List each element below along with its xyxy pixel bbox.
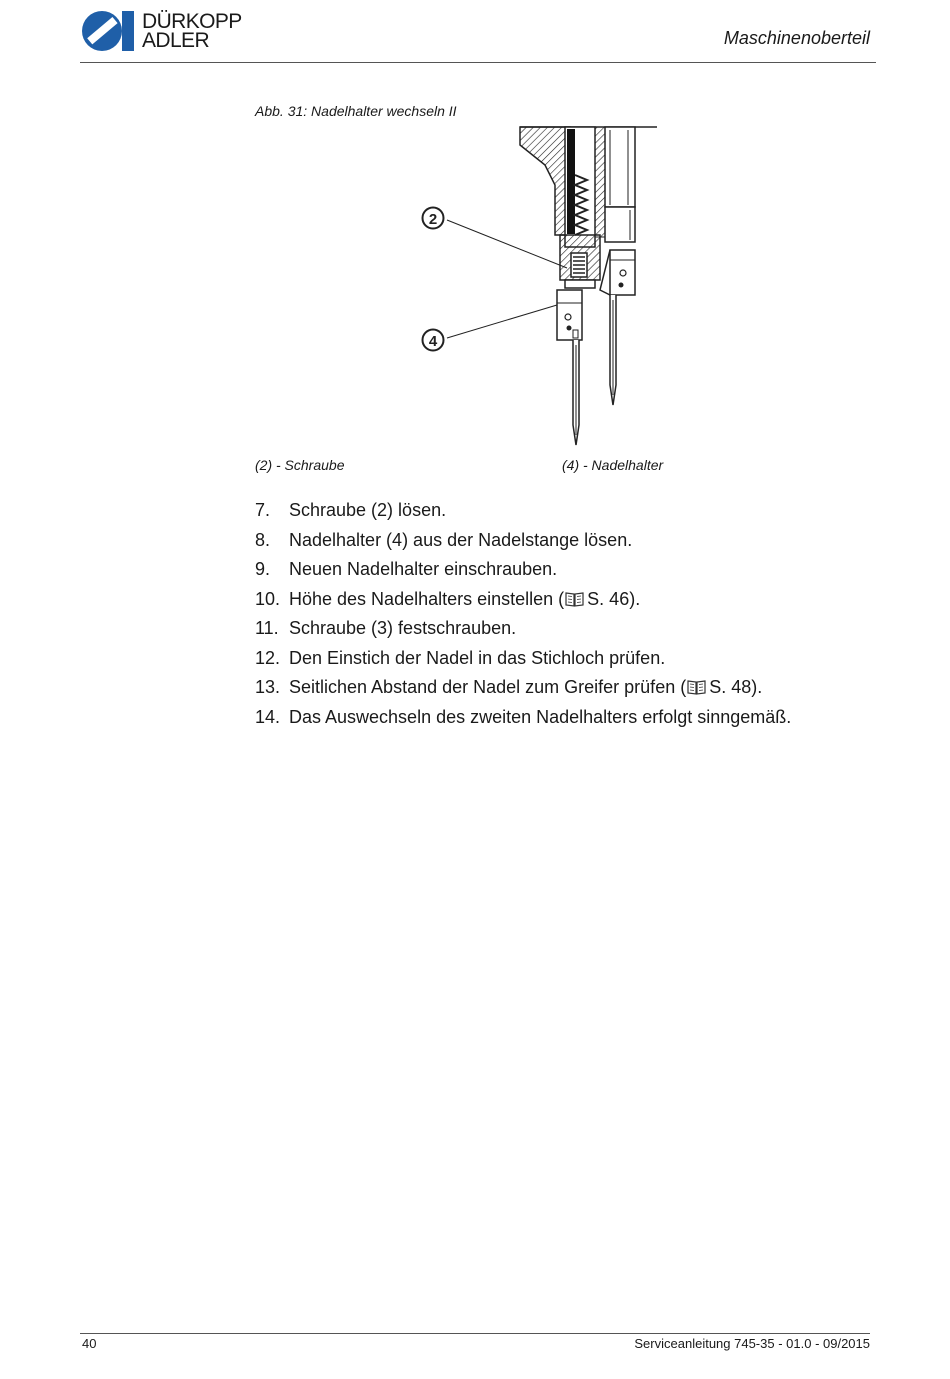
step-number: 8. <box>255 529 271 550</box>
page-number: 40 <box>82 1336 97 1351</box>
step-text: Schraube (3) festschrauben. <box>289 618 517 638</box>
document-reference: Serviceanleitung 745-35 - 01.0 - 09/2015 <box>634 1336 870 1351</box>
step-item <box>255 675 791 705</box>
page-reference-link[interactable]: S. 48). <box>709 677 763 697</box>
step-text: Das Auswechseln des zweiten Nadelhalters erfolgt sinngemäß. <box>289 706 792 727</box>
step-text: Schraube (2) lösen. <box>289 500 447 520</box>
step-text: Höhe des Nadelhalters einstellen ( <box>289 588 565 609</box>
step-text: Seitlichen Abstand der Nadel zum Greifer prüfen ( <box>289 677 687 697</box>
step-item <box>255 705 791 735</box>
step-number: 14. <box>255 706 281 727</box>
instruction-steps <box>255 498 791 734</box>
step-number: 10. <box>255 588 281 609</box>
book-reference-icon <box>687 679 706 695</box>
step-number: 7. <box>255 500 271 520</box>
figure-caption: Abb. 31: Nadelhalter wechseln II <box>255 103 457 119</box>
step-item <box>255 587 791 617</box>
legend-item-screw: (2) - Schraube <box>255 457 345 473</box>
step-text: Den Einstich der Nadel in das Stichloch prüfen. <box>289 647 666 668</box>
legend-item-needle-holder: (4) - Nadelhalter <box>562 457 664 473</box>
brand-line-2: ADLER <box>142 29 210 52</box>
step-number: 9. <box>255 559 271 579</box>
step-text: Neuen Nadelhalter einschrauben. <box>289 559 558 579</box>
duerkopp-adler-logo <box>80 8 242 54</box>
brand-line-1: DÜRKOPP <box>142 10 242 33</box>
step-text: Nadelhalter (4) aus der Nadelstange lösen. <box>289 529 633 550</box>
step-number: 12. <box>255 647 281 668</box>
step-item <box>255 616 791 646</box>
step-item <box>255 646 791 676</box>
needle-holder-illustration <box>415 125 665 455</box>
logo-mark-icon <box>80 8 136 54</box>
step-item <box>255 528 791 558</box>
step-item <box>255 498 791 528</box>
step-item <box>255 557 791 587</box>
callout-2 <box>423 208 444 229</box>
step-number: 11. <box>255 618 279 638</box>
step-number: 13. <box>255 677 281 697</box>
section-title: Maschinenoberteil <box>723 28 870 48</box>
header-divider <box>80 62 876 63</box>
callout-4 <box>423 330 444 351</box>
callout-2-label: 2 <box>428 211 438 228</box>
book-reference-icon <box>565 591 584 607</box>
footer-divider <box>80 1333 870 1334</box>
callout-4-label: 4 <box>428 333 438 350</box>
page-reference-link[interactable]: S. 46). <box>587 588 641 609</box>
